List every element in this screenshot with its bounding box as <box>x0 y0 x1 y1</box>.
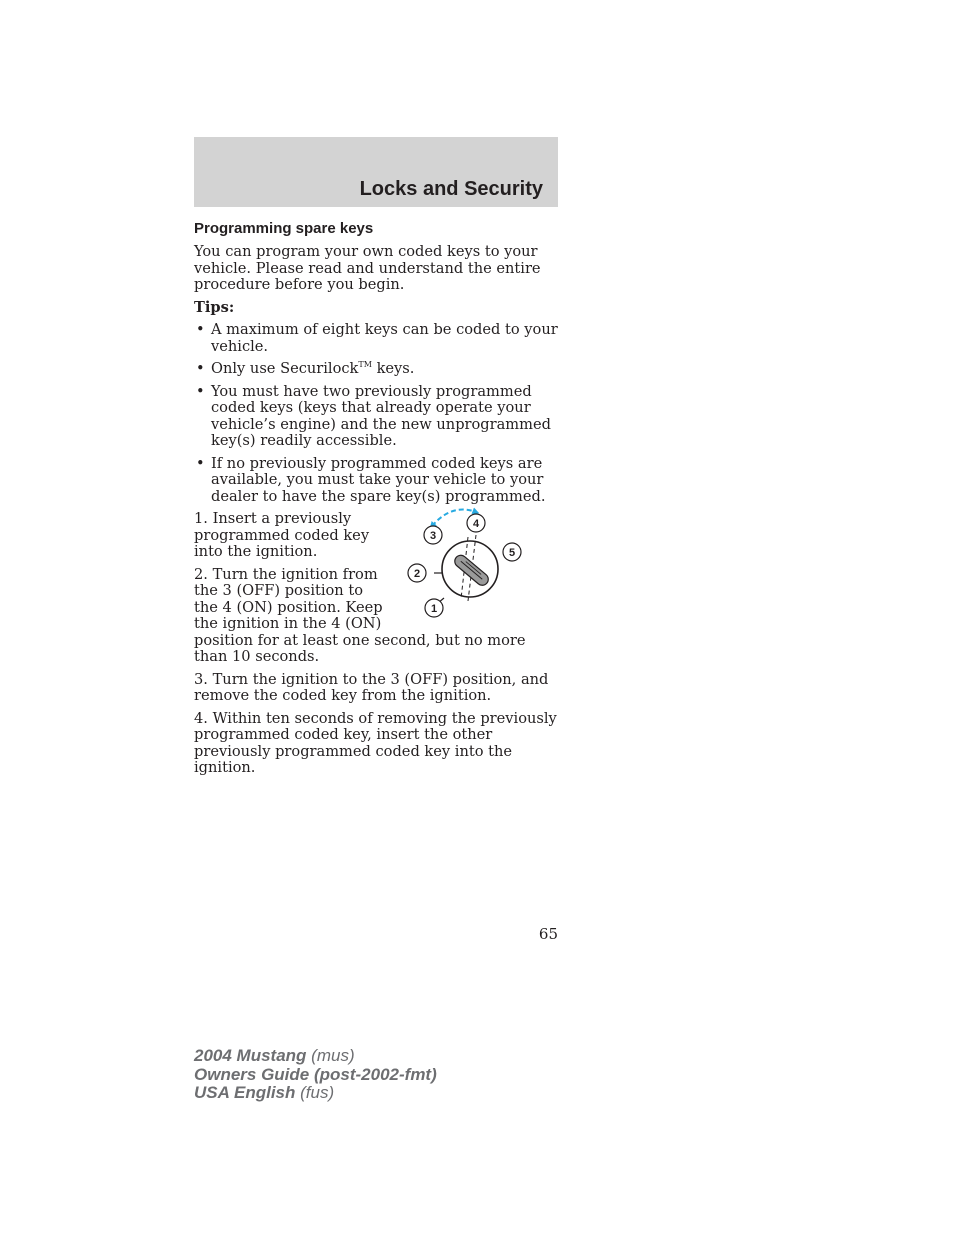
intro-paragraph: You can program your own coded keys to your vehicle. Please read and understand the entire procedure before you begin. <box>194 243 541 293</box>
tip-text: If no previously programmed coded keys are available, you must take your vehicle to your dealer to have the spare key(s) programmed. <box>211 454 546 505</box>
bullet: • <box>196 321 205 338</box>
position-label-5 <box>503 543 521 561</box>
svg-text:1: 1 <box>430 603 438 615</box>
svg-text:4: 4 <box>472 518 480 530</box>
tip-item <box>194 456 558 506</box>
step-1: 1. Insert a previously programmed coded key into the ignition. <box>194 510 370 560</box>
footer-line-1: 2004 Mustang (mus) <box>194 1046 355 1065</box>
section-title: Locks and Security <box>359 178 543 200</box>
page-content <box>194 220 558 783</box>
tips-list <box>194 322 558 505</box>
footer-line-3: USA English (fus) <box>194 1083 335 1102</box>
trademark-symbol: TM <box>358 360 372 370</box>
position-label-4 <box>467 514 485 532</box>
section-header-band <box>194 137 558 207</box>
ignition-diagram <box>398 507 558 627</box>
tips-label: Tips: <box>194 298 235 316</box>
tip-item <box>194 384 558 450</box>
tip-text: A maximum of eight keys can be coded to your vehicle. <box>211 321 558 355</box>
bullet: • <box>196 360 205 377</box>
tip-item <box>194 322 558 355</box>
bullet: • <box>196 454 205 472</box>
footer-line-2: Owners Guide (post-2002-fmt) <box>194 1064 437 1084</box>
position-label-3 <box>424 526 442 544</box>
step-3: 3. Turn the ignition to the 3 (OFF) position, and remove the coded key from the ignition. <box>194 670 549 704</box>
step-2: 2. Turn the ignition from the 3 (OFF) position to the 4 (ON) position. Keep the ignition in the 4 (ON) position for at least one second, but no more than 10 seconds. <box>194 565 526 665</box>
page-number: 65 <box>538 925 558 943</box>
tip-text: Only use Securilock <box>211 360 359 377</box>
tip-text: You must have two previously programmed coded keys (keys that already operate your vehicle’s engine) and the new unprogrammed key(s) readily accessible. <box>211 382 551 449</box>
tip-item <box>194 361 558 378</box>
tip-text-end: keys. <box>371 360 415 377</box>
svg-text:5: 5 <box>508 547 516 559</box>
subsection-heading: Programming spare keys <box>194 220 374 237</box>
position-label-1 <box>425 599 443 617</box>
step-4: 4. Within ten seconds of removing the previously programmed coded key, insert the other previously programmed coded key into the ignition. <box>194 709 557 776</box>
position-label-2 <box>408 564 426 582</box>
ignition-diagram-svg <box>398 507 558 627</box>
svg-text:2: 2 <box>413 568 421 580</box>
svg-text:3: 3 <box>429 530 437 542</box>
bullet: • <box>196 382 205 400</box>
document-footer <box>194 1047 437 1103</box>
